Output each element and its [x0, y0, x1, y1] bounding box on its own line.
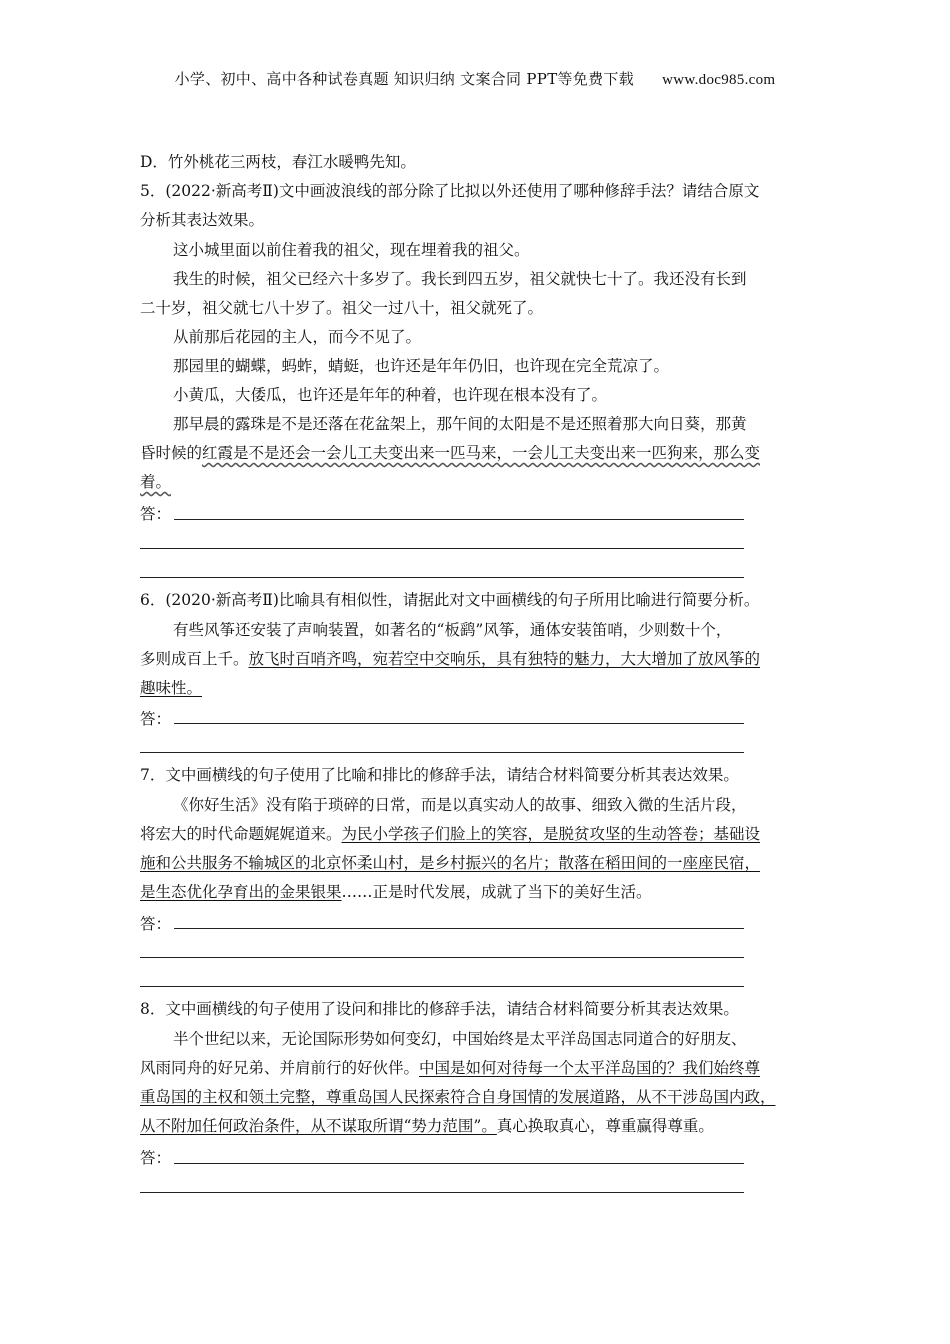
q5-passage-p6c: [140, 472, 171, 492]
q7-p4-underlined: 是生态优化孕育出的金果银果: [140, 883, 342, 901]
q8-answer-label: 答：: [140, 1149, 172, 1167]
q7-passage-p2: [140, 824, 760, 844]
q7-answer-label: 答：: [140, 915, 172, 933]
q6-answer-line-1[interactable]: [174, 723, 744, 724]
q7-p2-underlined: 为民小学孩子们脸上的笑容，是脱贫攻坚的生动答卷；基础设: [341, 825, 761, 843]
q8-passage-p4: [140, 1116, 714, 1136]
q8-p4-underlined: 从不附加任何政治条件，从不谋取所谓“势力范围”。: [140, 1117, 497, 1135]
q5-answer-line-2[interactable]: [140, 548, 744, 549]
q6-p3-underlined: 趣味性。: [140, 679, 203, 697]
q8-p2-underlined: 中国是如何对待每一个太平洋岛国的？我们始终尊: [419, 1059, 761, 1077]
q5-stem-2: 分析其表达效果。: [140, 211, 265, 229]
q6-passage-p3: [140, 678, 202, 698]
q5-p6b-plain: 昏时候的: [140, 444, 203, 462]
q7-passage-p4: [140, 882, 652, 902]
q6-p2-underlined: 放飞时百哨齐鸣，宛若空中交响乐，具有独特的魅力，大大增加了放风筝的: [248, 650, 761, 668]
q6-passage-p1: 有些风筝还安装了声响装置，如著名的“板鹞”风筝，通体安装笛哨，少则数十个，: [173, 621, 732, 639]
q8-p2-plain: 风雨同舟的好兄弟、并肩前行的好伙伴。: [140, 1059, 420, 1077]
q5-p6b-wavy: 红霞是不是还会一会儿工夫变出来一匹马来，一会儿工夫变出来一匹狗来，那么变: [202, 444, 761, 462]
q5-stem-1: 5．(2022·新高考Ⅱ)文中画波浪线的部分除了比拟以外还使用了哪种修辞手法？请结合原文: [140, 182, 760, 200]
q7-stem: 7．文中画横线的句子使用了比喻和排比的修辞手法，请结合材料简要分析其表达效果。: [140, 766, 739, 784]
q8-stem: 8．文中画横线的句子使用了设问和排比的修辞手法，请结合材料简要分析其表达效果。: [140, 1000, 739, 1018]
q5-p6c-wavy: 着。: [140, 473, 172, 491]
q5-answer-line-1[interactable]: [174, 519, 744, 520]
q7-answer-line-3[interactable]: [140, 986, 744, 987]
q5-answer-label: 答：: [140, 505, 172, 523]
q8-passage-p3: [140, 1087, 776, 1107]
q5-passage-p2b: 二十岁，祖父就七八十岁了。祖父一过八十，祖父就死了。: [140, 299, 544, 317]
q7-answer-line-2[interactable]: [140, 957, 744, 958]
header-url: www.doc985.com: [662, 72, 776, 88]
q5-passage-p2a: 我生的时候，祖父已经六十多岁了。我长到四五岁，祖父就快七十了。我还没有长到: [173, 270, 747, 288]
q6-passage-p2: [140, 649, 760, 669]
q7-p2-plain: 将宏大的时代命题娓娓道来。: [140, 825, 342, 843]
q7-p4-plain: ……正是时代发展，成就了当下的美好生活。: [341, 883, 652, 901]
q5-passage-p3: 从前那后花园的主人，而今不见了。: [173, 328, 422, 346]
q5-passage-p1: 这小城里面以前住着我的祖父，现在埋着我的祖父。: [173, 241, 530, 259]
q5-passage-p5: 小黄瓜，大倭瓜，也许还是年年的种着，也许现在根本没有了。: [173, 386, 608, 404]
q7-answer-line-1[interactable]: [174, 928, 744, 929]
q8-answer-line-1[interactable]: [174, 1163, 744, 1164]
q6-p2-plain: 多则成百上千。: [140, 650, 249, 668]
q8-passage-p2: [140, 1058, 760, 1078]
q6-answer-line-2[interactable]: [140, 752, 744, 753]
q5-passage-p6b: [140, 443, 760, 463]
q8-answer-line-2[interactable]: [140, 1192, 744, 1193]
q7-passage-p1: 《你好生活》没有陷于琐碎的日常，而是以真实动人的故事、细致入微的生活片段，: [173, 796, 747, 814]
q8-passage-p1: 半个世纪以来，无论国际形势如何变幻，中国始终是太平洋岛国志同道合的好朋友、: [173, 1030, 747, 1048]
q7-passage-p3: [140, 853, 760, 873]
option-d: D．竹外桃花三两枝，春江水暖鸭先知。: [140, 153, 416, 171]
q7-p3-underlined: 施和公共服务不输城区的北京怀柔山村，是乡村振兴的名片；散落在稻田间的一座座民宿，: [140, 854, 761, 872]
q5-passage-p6a: 那早晨的露珠是不是还落在花盆架上，那午间的太阳是不是还照着那大向日葵，那黄: [173, 415, 747, 433]
q5-answer-line-3[interactable]: [140, 577, 744, 578]
q6-stem: 6．(2020·新高考Ⅱ)比喻具有相似性，请据此对文中画横线的句子所用比喻进行简要分析。: [140, 591, 760, 609]
q8-p3-underlined: 重岛国的主权和领土完整，尊重岛国人民探索符合自身国情的发展道路，从不干涉岛国内政，: [140, 1088, 776, 1106]
page-header: [0, 68, 950, 89]
q6-answer-label: 答：: [140, 710, 172, 728]
header-text: 小学、初中、高中各种试卷真题 知识归纳 文案合同 PPT等免费下载: [174, 70, 635, 88]
q8-p4-plain: 真心换取真心，尊重赢得尊重。: [496, 1117, 714, 1135]
q5-passage-p4: 那园里的蝴蝶，蚂蚱，蜻蜓，也许还是年年仍旧，也许现在完全荒凉了。: [173, 357, 670, 375]
